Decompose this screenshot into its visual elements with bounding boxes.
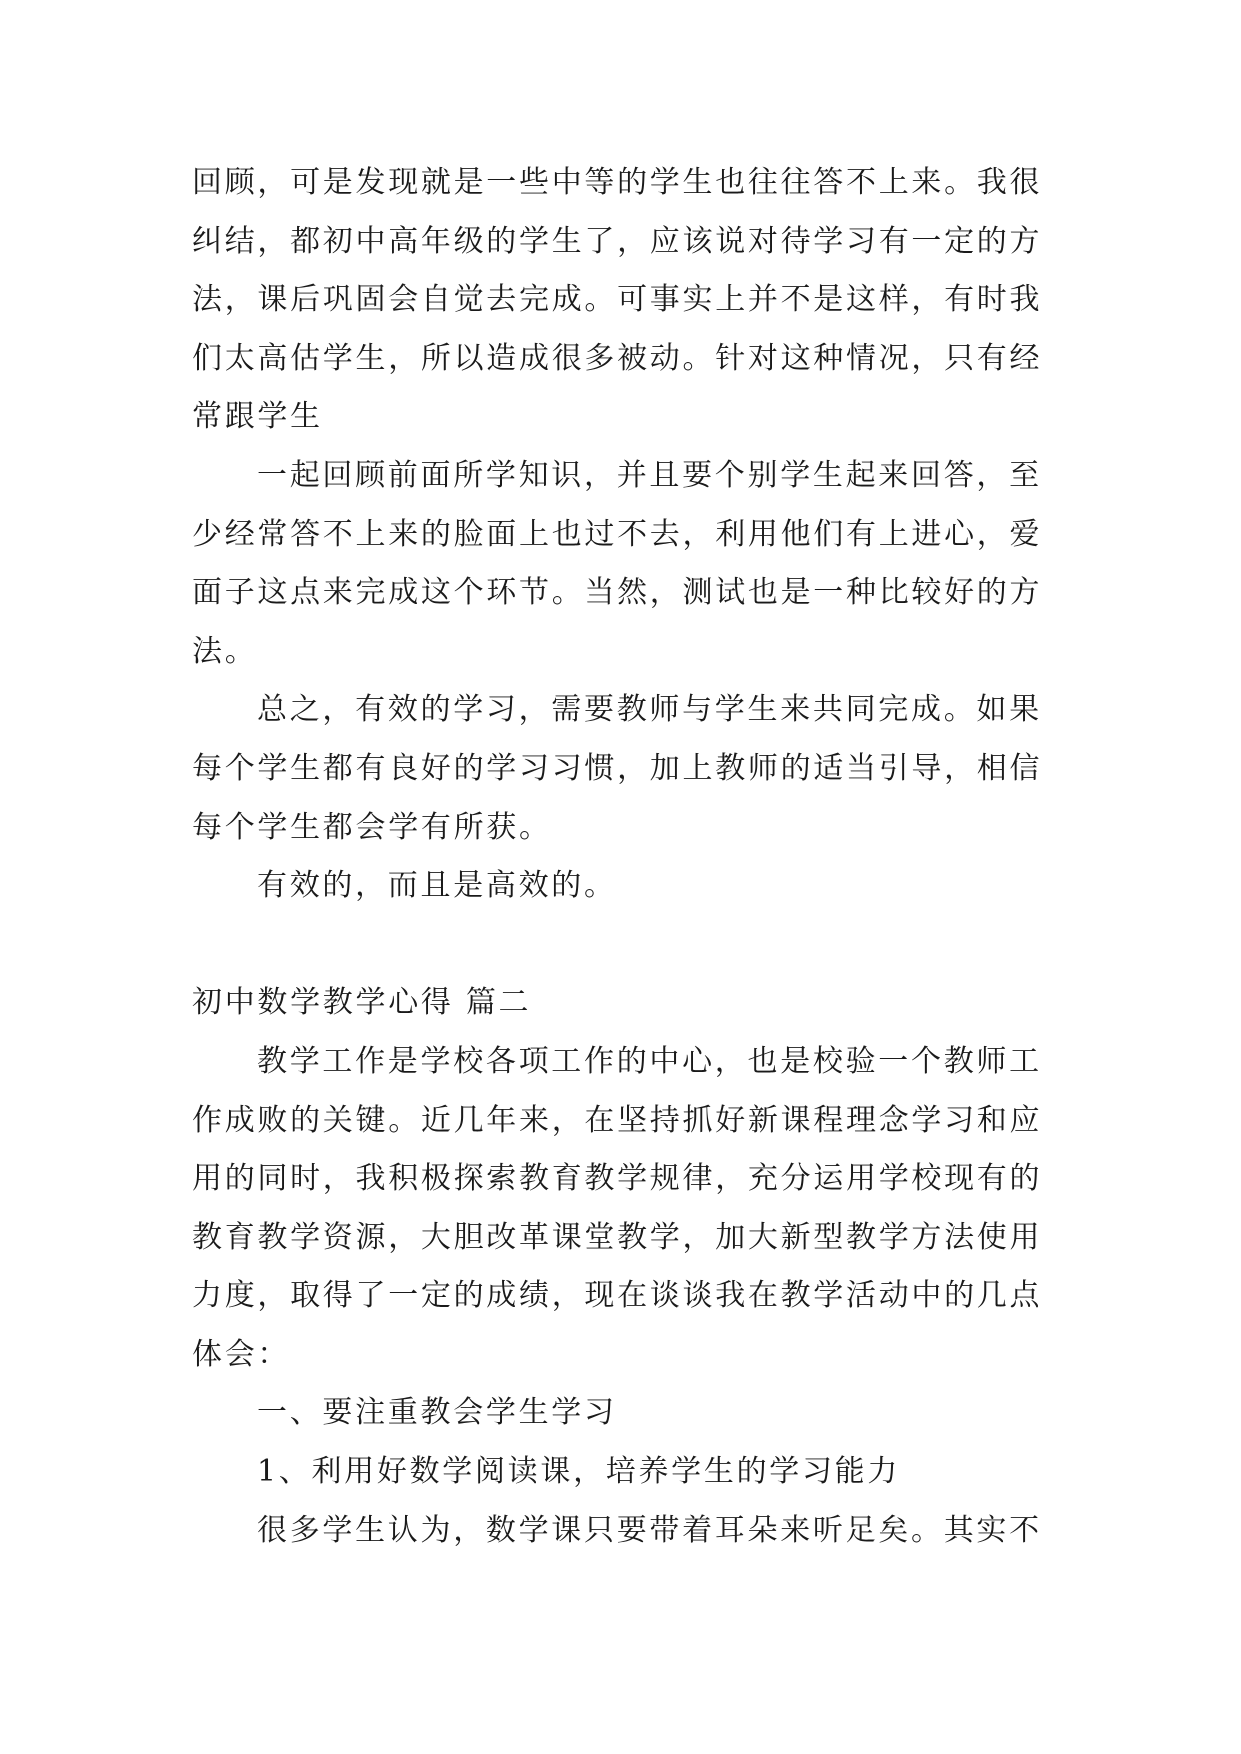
paragraph-2 (192, 447, 1052, 681)
text-line: 法。 (192, 633, 258, 669)
text-line: 回顾，可是发现就是一些中等的学生也往往答不上来。我很 (192, 165, 1043, 200)
text-line: 一、要注重教会学生学习 (257, 1395, 617, 1431)
section-title: 初中数学教学心得 篇二 (192, 985, 532, 1021)
text-line: 作成败的关键。近几年来，在坚持抓好新课程理念学习和应 (192, 1102, 1043, 1138)
text-line: 常跟学生 (192, 399, 323, 435)
text-line: 少经常答不上来的脸面上也过不去，利用他们有上进心，爱 (192, 516, 1043, 552)
section-paragraph-2 (192, 1502, 1052, 1561)
text-line: 用的同时，我积极探索教育教学规律，充分运用学校现有的 (192, 1161, 1043, 1197)
text-line: 很多学生认为，数学课只要带着耳朵来听足矣。其实不 (257, 1512, 1042, 1548)
text-line: 们太高估学生，所以造成很多被动。针对这种情况，只有经 (192, 340, 1043, 376)
text-line: 一起回顾前面所学知识，并且要个别学生起来回答，至 (257, 457, 1042, 493)
text-line: 教学工作是学校各项工作的中心，也是校验一个教师工 (257, 1043, 1042, 1079)
section-heading-1 (192, 1384, 1052, 1443)
text-line: 每个学生都有良好的学习习惯，加上教师的适当引导，相信 (192, 750, 1043, 786)
text-line: 1、利用好数学阅读课，培养学生的学习能力 (257, 1454, 901, 1490)
document-page (192, 154, 1052, 1560)
text-line: 纠结，都初中高年级的学生了，应该说对待学习有一定的方 (192, 223, 1043, 259)
text-line: 体会： (192, 1336, 291, 1372)
paragraph-3 (192, 681, 1052, 857)
section-subheading-1 (192, 1443, 1052, 1502)
text-line: 面子这点来完成这个环节。当然，测试也是一种比较好的方 (192, 575, 1043, 611)
paragraph-1 (192, 154, 1052, 447)
section-paragraph-1 (192, 1033, 1052, 1385)
text-line: 法，课后巩固会自觉去完成。可事实上并不是这样，有时我 (192, 282, 1043, 318)
text-line: 力度，取得了一定的成绩，现在谈谈我在教学活动中的几点 (192, 1278, 1043, 1314)
text-line: 总之，有效的学习，需要教师与学生来共同完成。如果 (257, 692, 1042, 728)
blank-line (192, 916, 1052, 975)
text-line: 每个学生都会学有所获。 (192, 809, 552, 845)
paragraph-4 (192, 857, 1052, 916)
text-line: 有效的，而且是高效的。 (257, 868, 617, 904)
text-line: 教育教学资源，大胆改革课堂教学，加大新型教学方法使用 (192, 1219, 1043, 1255)
